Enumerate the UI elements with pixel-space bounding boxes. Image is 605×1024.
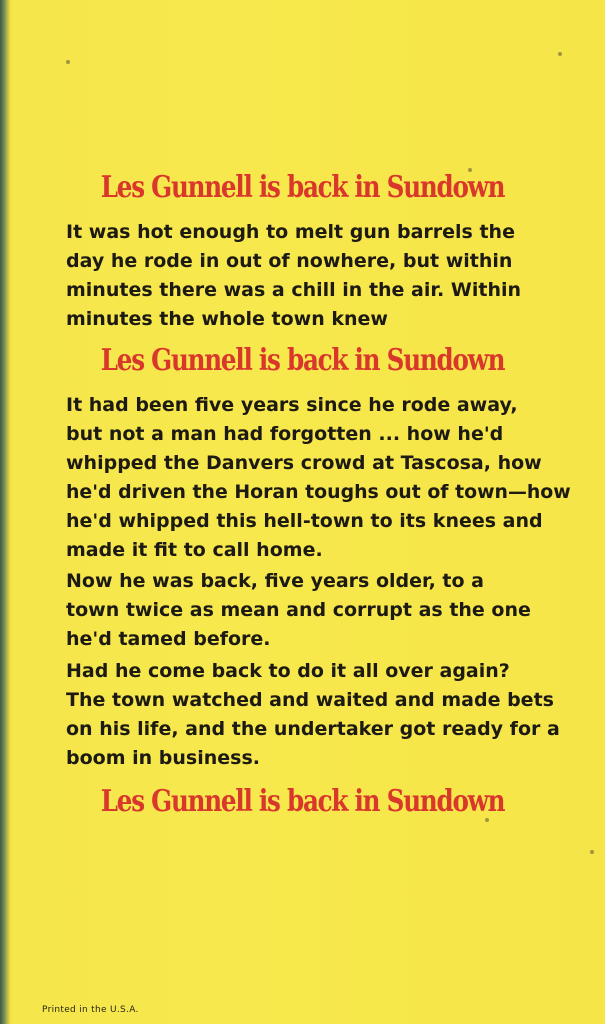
paragraph-line: It had been five years since he rode away, — [66, 394, 518, 416]
headline-middle: Les Gunnell is back in Sundown — [100, 343, 505, 378]
paragraph-line: he'd whipped this hell-town to its knees and — [66, 510, 543, 532]
paragraph-line: It was hot enough to melt gun barrels the — [66, 221, 515, 243]
paragraph-line: town twice as mean and corrupt as the one — [66, 599, 531, 621]
paragraph-line: whipped the Danvers crowd at Tascosa, how — [66, 452, 542, 474]
print-speck — [590, 850, 594, 854]
paragraph-return — [66, 567, 571, 654]
print-speck — [558, 52, 562, 56]
headline-bottom: Les Gunnell is back in Sundown — [100, 784, 505, 819]
paragraph-line: minutes the whole town knew — [66, 308, 388, 330]
paragraph-line: day he rode in out of nowhere, but within — [66, 250, 513, 272]
paragraph-line: Had he come back to do it all over again? — [66, 660, 510, 682]
paragraph-intro — [66, 218, 571, 334]
paragraph-line: he'd tamed before. — [66, 628, 271, 650]
printed-in-footer: Printed in the U.S.A. — [42, 1005, 139, 1015]
paragraph-question — [66, 657, 571, 773]
spine-edge — [0, 0, 10, 1024]
paragraph-line: on his life, and the undertaker got ready for a — [66, 718, 560, 740]
paragraph-history — [66, 391, 571, 565]
paragraph-line: made it fit to call home. — [66, 539, 323, 561]
paragraph-line: The town watched and waited and made bets — [66, 689, 554, 711]
paragraph-line: boom in business. — [66, 747, 260, 769]
paragraph-line: but not a man had forgotten ... how he'd — [66, 423, 504, 445]
paragraph-line: he'd driven the Horan toughs out of town—how — [66, 481, 571, 503]
paragraph-line: Now he was back, five years older, to a — [66, 570, 484, 592]
headline-top: Les Gunnell is back in Sundown — [100, 170, 505, 205]
print-speck — [66, 60, 70, 64]
paragraph-line: minutes there was a chill in the air. Within — [66, 279, 522, 301]
